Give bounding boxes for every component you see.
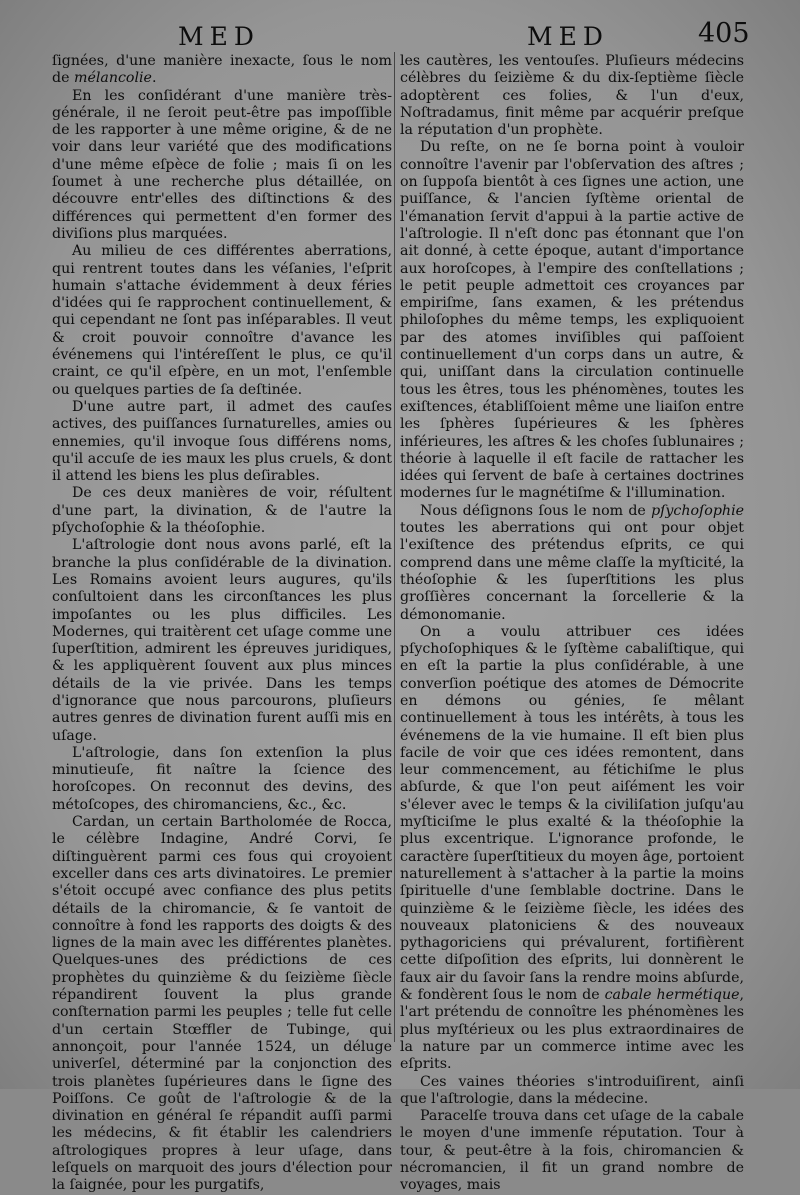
column-divider [394,52,395,1042]
text-run: On a voulu attribuer ces idées pſychoſophiques & le ſyſtème cabaliſtique, qui en eſt la partie la plus conſidérable, à une converſion poétique des atomes de Démocrite en démons ou génies, ſe mêlant continuellement à tous les intérêts, à tous les événemens de la vie humaine. Il eſt bien plus facile de voir que ces idées remontent, dans leur commencement, au fétichiſme le plus abſurde, & que l'on peut aiſément les voir s'élever avec le temps & la civiliſation juſqu'au myſticiſme le plus exalté & la théoſophie la plus excentrique. L'ignorance profonde, le caractère ſuperſtitieux du moyen âge, portoient naturellement à s'attacher à la partie la moins ſpirituelle d'une ſemblable doctrine. Dans le quinzième & le ſeizième ſiècle, les idées des nouveaux platoniciens & des nouveaux pythagoriciens qui prévalurent, fortifièrent cette diſpoſition des eſprits, lui donnèrent le faux air du ſavoir ſans la rendre moins abſurde, & fondèrent ſous le nom de [400,623,744,1004]
paragraph [400,503,744,624]
paragraph [52,53,392,88]
text-run: les cautères, les ventouſes. Pluſieurs médecins célèbres du ſeizième & du dix-ſeptième ſiècle adoptèrent ces folies, & l'un d'eux, Noſtradamus, finit même par acquérir preſque la réputation d'un prophète. [400,53,744,139]
text-run: , l'art prétendu de connoître les phénomènes les plus myſtérieux ou les plus extraordinaires de la nature par un commerce intime avec les eſprits. [400,987,744,1073]
text-run: toutes les aberrations qui ont pour objet l'exiſtence des prétendus eſprits, ce qui comprend dans une même claſſe la myſticité, la théoſophie & les ſuperſtitions les plus groſſières concernant la ſorcellerie & la démonomanie. [400,520,744,623]
paragraph [400,624,744,1074]
text-run: D'une autre part, il admet des cauſes actives, des puiſſances ſurnaturelles, amies ou ennemies, qu'il invoque ſous différens noms, qu'il accuſe de ies maux les plus cruels, & dont il attend les biens les plus deſirables. [52,398,392,485]
paragraph [52,399,392,485]
paragraph [52,814,392,1195]
text-run: . [151,70,157,87]
paragraph [52,243,392,399]
paragraph [400,1108,744,1194]
running-head-right: MED [527,22,609,51]
paragraph [52,88,392,244]
text-run: Du reſte, on ne ſe borna point à vouloir connoître l'avenir par l'obſervation des aſtres ; on ſuppoſa bientôt à ces ſignes une action, une puiſſance, & l'ancien ſyſtème oriental de l'émanation ſervit d'appui à la partie active de l'aſtrologie. Il n'eſt donc pas étonnant que l'on ait donné, à cette époque, autant d'importance aux horoſcopes, à l'empire des conſtellations ; le petit peuple admettoit ces croyances par empiriſme, ſans examen, & les prétendus philoſophes du même temps, les expliquoient par des atomes inviſibles qui paſſoient continuellement d'un corps dans un autre, & qui, uniſſant dans la circulation continuelle tous les êtres, tous les phénomènes, toutes les exiſtences, établiſſoient même une liaiſon entre les ſphères ſupérieures & les ſphères inférieures, les aſtres & les choſes ſublunaires ; théorie à laquelle il eſt facile de rattacher les idées qui ſervent de baſe à certaines doctrines modernes ſur le magnétiſme & l'illumination. [400,139,744,502]
text-run: De ces deux manières de voir, réſultent d'une part, la divination, & de l'autre la pſychoſophie & la théoſophie. [52,485,392,537]
page-header [0,18,800,54]
text-run: Nous déſignons ſous le nom de [420,502,652,519]
text-run: Ces vaines théories s'introduiſirent, ainſi que l'aſtrologie, dans la médecine. [400,1073,744,1107]
text-run: En les conſidérant d'une manière très-générale, il ne ſeroit peut-être pas impoſſible de les rapporter à une même origine, & de ne voir dans leur variété que des modifications d'une même eſpèce de folie ; mais ſi on les ſoumet à une recherche plus détaillée, on découvre entr'elles des diſtinctions & des différences qui permettent d'en former des diviſions plus marquées. [52,87,392,242]
running-head-left: MED [178,22,260,51]
italic-term: mélancolie [74,70,152,87]
left-column [52,53,392,1194]
italic-term: cabale hermétique [604,987,740,1004]
text-run: L'aſtrologie dont nous avons parlé, eſt la branche la plus conſidérable de la divination. Les Romains avoient leurs augures, qu'ils conſultoient dans les circonſtances les plus impoſantes ou les plus difficiles. Les Modernes, qui traitèrent cet uſage comme une ſuperſtition, admirent les épreuves juridiques, & les appliquèrent ſouvent aux plus minces détails de la vie privée. Dans les temps d'ignorance que nous parcourons, pluſieurs autres genres de divination furent auſſi mis en uſage. [52,537,392,744]
text-run: L'aſtrologie, dans ſon extenſion la plus minutieuſe, fit naître la ſcience des horoſcopes. On reconnut des devins, des métoſcopes, des chiromanciens, &c., &c. [52,744,392,813]
paragraph [400,139,744,502]
page-number: 405 [698,18,750,49]
right-column [400,53,744,1194]
text-run: Au milieu de ces différentes aberrations, qui rentrent toutes dans les véſanies, l'eſprit humain s'attache évidemment à deux féries d'idées qui ſe rapprochent continuellement, & qui cependant ne ſont pas inſéparables. Il veut & croit pouvoir connoître d'avance les événemens qui l'intéreſſent le plus, ce qu'il craint, ce qu'il eſpère, en un mot, l'enſemble ou quelques parties de ſa deſtinée. [52,243,392,398]
text-run: Paracelſe trouva dans cet uſage de la cabale le moyen d'une immenſe réputation. Tour à tour, & peut-être à la fois, chiromancien & nécromancien, il fit un grand nombre de voyages, mais [400,1108,744,1194]
paragraph [52,745,392,814]
paragraph [400,53,744,139]
paragraph [400,1074,744,1109]
paragraph [52,485,392,537]
text-run: ſignées, d'une manière inexacte, ſous le nom de [52,53,392,87]
paragraph [52,537,392,745]
italic-term: pſychoſophie [651,502,744,519]
text-run: Cardan, un certain Bartholomée de Rocca, le célèbre Indagine, André Corvi, ſe diſtinguèrent parmi ces fous qui croyoient exceller dans ces arts divinatoires. Le premier s'étoit occupé avec confiance des plus petits détails de la chiromancie, & ſe vantoit de connoître à fond les rapports des doigts & des lignes de la main avec les différentes planètes. Quelques-unes des prédictions de ces prophètes du quinzième & du ſeizième ſiècle répandirent ſouvent la plus grande conſternation parmi les peuples ; telle fut celle d'un certain Stœffler de Tubinge, qui annonçoit, pour l'année 1524, un déluge univerſel, déterminé par la conjonction des trois planètes ſupérieures dans le ſigne des Poiſſons. Ce goût de l'aſtrologie & de la divination en général ſe répandit auſſi parmi les médecins, & fit établir les calendriers aſtrologiques propres à leur uſage, dans leſquels on marquoit des jours d'élection pour la ſaignée, pour les purgatifs, [52,814,392,1194]
